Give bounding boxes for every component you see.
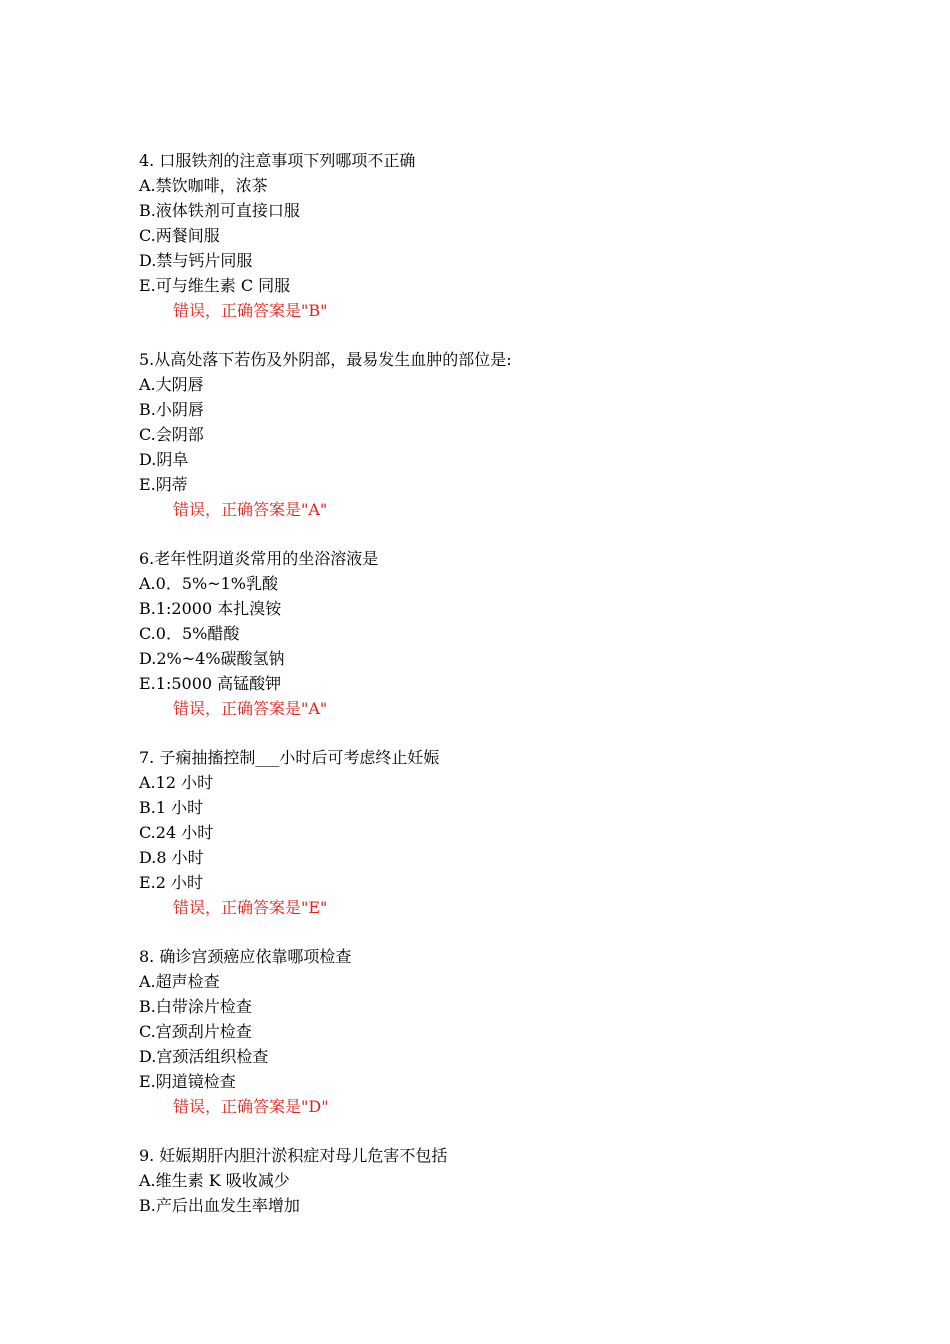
option-b: B.1:2000 本扎溴铵	[139, 599, 282, 618]
option-c: C.两餐间服	[139, 226, 220, 245]
answer-feedback: 错误，正确答案是"B"	[173, 301, 328, 320]
question-title: 5.从高处落下若伤及外阴部，最易发生血肿的部位是:	[139, 350, 512, 369]
option-e: E.阴道镜检查	[139, 1072, 236, 1091]
option-a: A.维生素 K 吸收减少	[139, 1171, 290, 1190]
question-title: 8. 确诊宫颈癌应依靠哪项检查	[139, 947, 352, 966]
option-e: E.阴蒂	[139, 475, 188, 494]
question-title: 4. 口服铁剂的注意事项下列哪项不正确	[139, 151, 416, 170]
option-c: C.会阴部	[139, 425, 204, 444]
option-b: B.产后出血发生率增加	[139, 1196, 300, 1215]
option-e: E.2 小时	[139, 873, 204, 892]
option-d: D.禁与钙片同服	[139, 251, 253, 270]
option-b: B.白带涂片检查	[139, 997, 252, 1016]
question-title: 6.老年性阴道炎常用的坐浴溶液是	[139, 549, 379, 568]
option-a: A.大阴唇	[139, 375, 204, 394]
answer-feedback: 错误，正确答案是"A"	[173, 699, 328, 718]
question-8	[139, 944, 899, 1119]
option-e: E.1:5000 高锰酸钾	[139, 674, 282, 693]
answer-feedback: 错误，正确答案是"D"	[173, 1097, 329, 1116]
option-b: B.1 小时	[139, 798, 204, 817]
option-a: A.超声检查	[139, 972, 220, 991]
option-c: C.24 小时	[139, 823, 214, 842]
option-b: B.液体铁剂可直接口服	[139, 201, 300, 220]
question-title: 7. 子痫抽搐控制___小时后可考虑终止妊娠	[139, 748, 440, 767]
option-e: E.可与维生素 C 同服	[139, 276, 291, 295]
option-a: A.禁饮咖啡，浓茶	[139, 176, 268, 195]
question-7	[139, 745, 899, 920]
document-page	[139, 148, 899, 1242]
option-a: A.0．5%~1%乳酸	[139, 574, 278, 593]
option-c: C.宫颈刮片检查	[139, 1022, 252, 1041]
option-d: D.8 小时	[139, 848, 204, 867]
question-4	[139, 148, 899, 323]
answer-feedback: 错误，正确答案是"A"	[173, 500, 328, 519]
option-d: D.2%~4%碳酸氢钠	[139, 649, 285, 668]
option-d: D.阴阜	[139, 450, 189, 469]
question-6	[139, 546, 899, 721]
option-a: A.12 小时	[139, 773, 214, 792]
question-5	[139, 347, 899, 522]
question-9	[139, 1143, 899, 1218]
answer-feedback: 错误，正确答案是"E"	[173, 898, 328, 917]
option-d: D.宫颈活组织检查	[139, 1047, 269, 1066]
option-b: B.小阴唇	[139, 400, 204, 419]
question-title: 9. 妊娠期肝内胆汁淤积症对母儿危害不包括	[139, 1146, 448, 1165]
option-c: C.0．5%醋酸	[139, 624, 240, 643]
